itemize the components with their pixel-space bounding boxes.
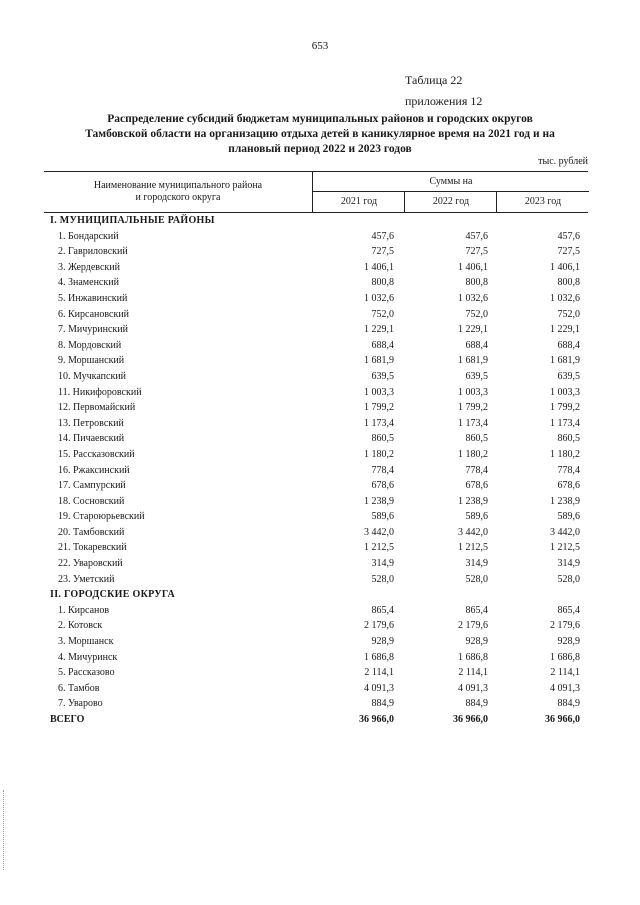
value-2022: 314,9 <box>465 558 488 570</box>
row-name: 13. Петровский <box>58 417 124 429</box>
row-name: 7. Уварово <box>58 698 103 710</box>
row-name: 5. Инжавинский <box>58 292 128 304</box>
value-2023: 860,5 <box>557 433 580 445</box>
row-name: 8. Мордовский <box>58 339 122 351</box>
value-2022: 1 180,2 <box>458 448 488 460</box>
table-row <box>44 494 588 510</box>
value-2022: 1 238,9 <box>458 495 488 507</box>
value-2023: 727,5 <box>557 246 580 258</box>
value-2021: 1 212,5 <box>364 542 394 554</box>
year-header-2022: 2022 год <box>404 192 497 212</box>
value-2022: 928,9 <box>465 636 488 648</box>
value-2022: 1 229,1 <box>458 324 488 336</box>
value-2021: 639,5 <box>371 370 394 382</box>
value-2021: 528,0 <box>371 573 394 585</box>
row-name: 21. Токаревский <box>58 542 127 554</box>
name-header-line: и городского округа <box>135 192 221 203</box>
row-name: 2. Котовск <box>58 620 103 632</box>
value-2021: 727,5 <box>371 246 394 258</box>
value-2022: 1 032,6 <box>458 292 488 304</box>
page-number: 653 <box>311 40 329 52</box>
value-2021: 928,9 <box>371 636 394 648</box>
name-column-header <box>44 172 312 212</box>
value-2023: 589,6 <box>557 511 580 523</box>
row-name: 17. Сампурский <box>58 480 126 492</box>
table-row <box>44 665 588 681</box>
row-name: 19. Староюрьевский <box>58 511 145 523</box>
row-name: 6. Тамбов <box>58 682 100 694</box>
title-line: плановый период 2022 и 2023 годов <box>228 143 412 155</box>
row-name: 3. Жердевский <box>58 261 120 273</box>
row-name: 2. Гавриловский <box>58 246 128 258</box>
total-row <box>44 712 588 728</box>
value-2021: 752,0 <box>371 308 394 320</box>
value-2022: 4 091,3 <box>458 682 488 694</box>
row-name: 16. Ржаксинский <box>58 464 130 476</box>
row-name: 3. Моршанск <box>58 636 114 648</box>
table-row <box>44 572 588 588</box>
section-header <box>44 213 588 229</box>
table-row <box>44 681 588 697</box>
value-2021: 1 681,9 <box>364 355 394 367</box>
row-name: 5. Рассказово <box>58 667 115 679</box>
value-2021: 1 799,2 <box>364 402 394 414</box>
value-2022: 727,5 <box>465 246 488 258</box>
title-line: Тамбовской области на организацию отдыха детей в каникулярное время на 2021 год и на <box>85 128 555 140</box>
value-2023: 314,9 <box>557 558 580 570</box>
value-2022: 1 212,5 <box>458 542 488 554</box>
value-2021: 778,4 <box>371 464 394 476</box>
total-2022: 36 966,0 <box>453 714 488 725</box>
value-2023: 528,0 <box>557 573 580 585</box>
value-2022: 1 799,2 <box>458 402 488 414</box>
row-name: 10. Мучкапский <box>58 370 127 382</box>
appendix-label: приложения 12 <box>405 94 483 108</box>
table-row <box>44 556 588 572</box>
value-2021: 2 114,1 <box>364 667 394 679</box>
value-2021: 800,8 <box>371 277 394 289</box>
value-2023: 928,9 <box>557 636 580 648</box>
value-2021: 688,4 <box>371 339 394 351</box>
table-row <box>44 478 588 494</box>
value-2021: 1 406,1 <box>364 261 394 273</box>
value-2023: 4 091,3 <box>550 682 580 694</box>
value-2021: 4 091,3 <box>364 682 394 694</box>
table-row <box>44 696 588 712</box>
value-2023: 1 799,2 <box>550 402 580 414</box>
table-label: Таблица 22 <box>405 73 463 87</box>
value-2022: 678,6 <box>465 480 488 492</box>
table-row <box>44 400 588 416</box>
value-2021: 884,9 <box>371 698 394 710</box>
value-2021: 2 179,6 <box>364 620 394 632</box>
value-2022: 1 003,3 <box>458 386 488 398</box>
value-2021: 860,5 <box>371 433 394 445</box>
year-header-2023: 2023 год <box>496 192 589 212</box>
row-name: 22. Уваровский <box>58 558 123 570</box>
row-name: 18. Сосновский <box>58 495 125 507</box>
value-2023: 1 229,1 <box>550 324 580 336</box>
year-header-2021: 2021 год <box>312 192 405 212</box>
value-2023: 1 238,9 <box>550 495 580 507</box>
value-2021: 457,6 <box>371 230 394 242</box>
title-line: Распределение субсидий бюджетам муниципальных районов и городских округов <box>107 113 533 125</box>
total-2023: 36 966,0 <box>545 714 580 725</box>
value-2022: 778,4 <box>465 464 488 476</box>
table-row <box>44 540 588 556</box>
value-2023: 1 173,4 <box>550 417 580 429</box>
table-row <box>44 244 588 260</box>
value-2023: 2 179,6 <box>550 620 580 632</box>
section-title: II. ГОРОДСКИЕ ОКРУГА <box>50 589 176 601</box>
value-2021: 314,9 <box>371 558 394 570</box>
value-2021: 1 686,8 <box>364 651 394 663</box>
value-2023: 678,6 <box>557 480 580 492</box>
table-row <box>44 338 588 354</box>
value-2021: 1 003,3 <box>364 386 394 398</box>
value-2023: 865,4 <box>557 604 580 616</box>
value-2022: 1 173,4 <box>458 417 488 429</box>
value-2023: 1 406,1 <box>550 261 580 273</box>
row-name: 1. Бондарский <box>58 230 119 242</box>
table-row <box>44 618 588 634</box>
value-2022: 639,5 <box>465 370 488 382</box>
value-2022: 2 114,1 <box>458 667 488 679</box>
value-2023: 1 003,3 <box>550 386 580 398</box>
table-row <box>44 634 588 650</box>
row-name: 9. Моршанский <box>58 355 125 367</box>
table-row <box>44 307 588 323</box>
value-2023: 1 212,5 <box>550 542 580 554</box>
scan-edge-marks <box>3 790 6 870</box>
total-label: ВСЕГО <box>50 714 85 725</box>
row-name: 14. Пичаевский <box>58 433 125 445</box>
value-2022: 752,0 <box>465 308 488 320</box>
value-2022: 3 442,0 <box>458 526 488 538</box>
section-header <box>44 587 588 603</box>
value-2023: 457,6 <box>557 230 580 242</box>
value-2022: 1 681,9 <box>458 355 488 367</box>
table-row <box>44 385 588 401</box>
value-2021: 3 442,0 <box>364 526 394 538</box>
name-header-line: Наименование муниципального района <box>93 180 263 191</box>
value-2023: 884,9 <box>557 698 580 710</box>
sums-header: Суммы на <box>312 172 589 192</box>
total-2021: 36 966,0 <box>359 714 394 725</box>
value-2023: 1 032,6 <box>550 292 580 304</box>
table-row <box>44 463 588 479</box>
value-2022: 865,4 <box>465 604 488 616</box>
subsidy-table <box>44 171 588 728</box>
value-2022: 1 406,1 <box>458 261 488 273</box>
value-2023: 778,4 <box>557 464 580 476</box>
value-2021: 1 173,4 <box>364 417 394 429</box>
value-2023: 639,5 <box>557 370 580 382</box>
value-2021: 865,4 <box>371 604 394 616</box>
table-header <box>44 171 588 213</box>
value-2022: 688,4 <box>465 339 488 351</box>
value-2023: 3 442,0 <box>550 526 580 538</box>
table-row <box>44 260 588 276</box>
value-2021: 1 238,9 <box>364 495 394 507</box>
value-2021: 589,6 <box>371 511 394 523</box>
row-name: 6. Кирсановский <box>58 308 130 320</box>
table-row <box>44 416 588 432</box>
value-2022: 860,5 <box>465 433 488 445</box>
row-name: 12. Первомайский <box>58 402 136 414</box>
value-2021: 1 032,6 <box>364 292 394 304</box>
table-row <box>44 603 588 619</box>
value-2023: 2 114,1 <box>550 667 580 679</box>
value-2022: 884,9 <box>465 698 488 710</box>
value-2023: 1 180,2 <box>550 448 580 460</box>
table-body <box>44 213 588 728</box>
row-name: 1. Кирсанов <box>58 604 110 616</box>
table-row <box>44 650 588 666</box>
value-2023: 688,4 <box>557 339 580 351</box>
table-row <box>44 291 588 307</box>
value-2022: 2 179,6 <box>458 620 488 632</box>
value-2021: 1 180,2 <box>364 448 394 460</box>
row-name: 11. Никифоровский <box>58 386 142 398</box>
table-row <box>44 509 588 525</box>
value-2021: 678,6 <box>371 480 394 492</box>
table-row <box>44 525 588 541</box>
table-row <box>44 322 588 338</box>
document-title <box>40 112 600 157</box>
row-name: 20. Тамбовский <box>58 526 125 538</box>
row-name: 4. Мичуринск <box>58 651 118 663</box>
row-name: 7. Мичуринский <box>58 324 128 336</box>
table-row <box>44 431 588 447</box>
table-row <box>44 353 588 369</box>
value-2021: 1 229,1 <box>364 324 394 336</box>
table-row <box>44 369 588 385</box>
value-2022: 800,8 <box>465 277 488 289</box>
value-2022: 528,0 <box>465 573 488 585</box>
section-title: I. МУНИЦИПАЛЬНЫЕ РАЙОНЫ <box>50 215 215 226</box>
value-2023: 1 681,9 <box>550 355 580 367</box>
value-2023: 1 686,8 <box>550 651 580 663</box>
units-label: тыс. рублей <box>538 156 588 167</box>
row-name: 15. Рассказовский <box>58 448 135 460</box>
row-name: 4. Знаменский <box>58 277 119 289</box>
value-2022: 589,6 <box>465 511 488 523</box>
table-row <box>44 447 588 463</box>
value-2023: 752,0 <box>557 308 580 320</box>
row-name: 23. Уметский <box>58 573 115 585</box>
table-row <box>44 275 588 291</box>
value-2022: 1 686,8 <box>458 651 488 663</box>
table-row <box>44 229 588 245</box>
value-2022: 457,6 <box>465 230 488 242</box>
value-2023: 800,8 <box>557 277 580 289</box>
